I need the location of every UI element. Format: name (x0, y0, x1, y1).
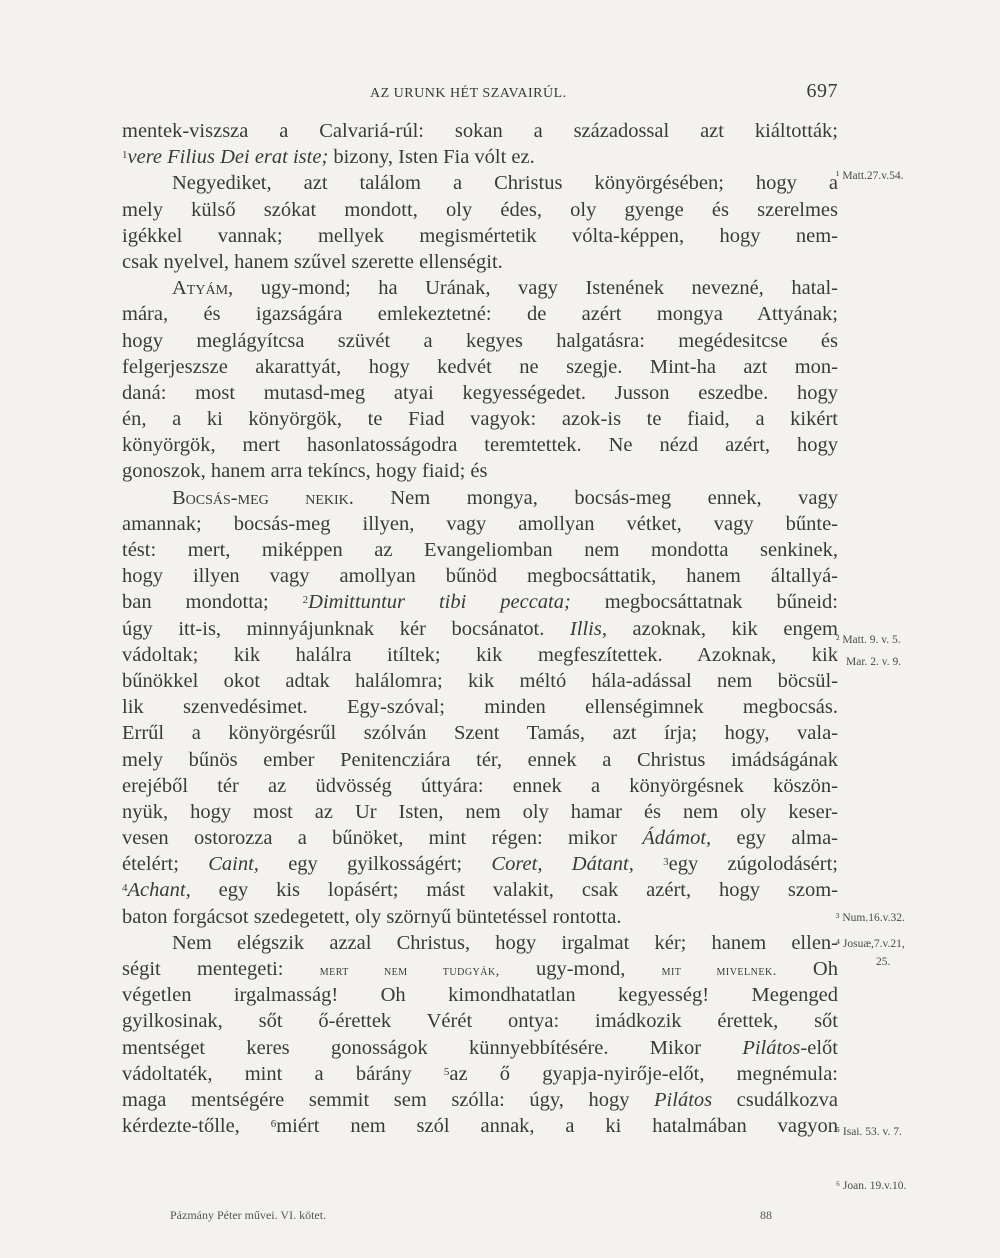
text-line: mentséget keres gonosságok künnyebbítésére. Mikor Pilátos-előt (122, 1036, 838, 1059)
text-line: úgy itt-is, minnyájunknak kér bocsánatot. Illis, azoknak, kik engem (122, 617, 838, 640)
text-line: mára, és igazságára emlekeztetné: de azért mongya Attyának; (122, 303, 838, 326)
text-line: ban mondotta; $^2$Dimittuntur tibi peccata; megbocsáttatnak bűneid: (122, 591, 838, 614)
text-line: maga mentségére semmit sem szólla: úgy, hogy Pilátos csudálkozva (122, 1088, 838, 1111)
text-line: amannak; bocsás-meg illyen, vagy amollyan vétket, vagy bűnte- (122, 512, 838, 535)
text-line: $^1$vere Filius Dei erat iste; bizony, Isten Fia vólt ez. (122, 146, 535, 169)
text-line: könyörgök, mert hasonlatosságodra teremtettek. Ne nézd azért, hogy (122, 434, 838, 457)
margin-note: ⁶ Joan. 19.v.10. (836, 1180, 907, 1192)
text-line: igékkel vannak; mellyek megismértetik vólta-képpen, hogy nem- (122, 224, 838, 247)
running-title: AZ URUNK HÉT SZAVAIRÚL. (370, 86, 567, 101)
text-line: gyilkosinak, sőt ő-érettek Vérét ontya: imádkozik érettek, sőt (122, 1010, 838, 1033)
text-line: csak nyelvel, hanem szűvel szerette ellenségit. (122, 250, 503, 273)
text-line: felgerjeszsze akarattyát, hogy kedvét ne szegje. Mint-ha azt mon- (122, 355, 838, 378)
footer-signature: Pázmány Péter művei. VI. kötet. (170, 1208, 327, 1222)
footer-sheet-number: 88 (760, 1208, 772, 1222)
text-line: tést: mert, miképpen az Evangeliomban nem mondotta senkinek, (122, 539, 838, 561)
text-line: bűnökkel okot adtak halálomra; kik méltó hála-adással nem böcsül- (122, 669, 838, 692)
margin-note: 25. (876, 956, 891, 968)
text-line: ségit mentegeti: mert nem tudgyák, ugy-mond, mit mivelnek. Oh (122, 958, 838, 980)
page-footer (170, 1208, 830, 1228)
margin-note: ⁵ Isai. 53. v. 7. (836, 1126, 902, 1138)
text-line: vesen ostorozza a bűnöket, mint régen: mikor Ádámot, egy alma- (122, 827, 838, 850)
text-line: hogy meglágyítcsa szüvét a kegyes halgatásra: megédesitcse és (122, 329, 838, 352)
text-line: mentek-viszsza a Calvariá-rúl: sokan a századossal azt kiáltották; (122, 120, 838, 142)
text-line: Negyediket, azt találom a Christus könyörgésében; hogy a (172, 172, 838, 195)
margin-note: ¹ Matt.27.v.54. (836, 170, 904, 182)
text-line: daná: most mutasd-meg atyai kegyességedet. Jusson eszedbe. hogy (122, 381, 838, 404)
text-line: vádoltak; kik halálra itíltek; kik megfeszítettek. Azoknak, kik (122, 643, 838, 666)
text-line: erejéből tér az üdvösség úttyára: ennek a könyörgésnek köszön- (122, 774, 838, 797)
margin-note: ³ Num.16.v.32. (836, 912, 905, 924)
text-line: $^4$Achant, egy kis lopásért; mást valakit, csak azért, hogy szom- (122, 879, 838, 902)
running-header (122, 80, 838, 110)
text-line: én, a ki könyörgök, te Fiad vagyok: azok-is te fiaid, a kikért (122, 408, 838, 431)
margin-note: ⁴ Josuæ,7.v.21, (836, 938, 905, 950)
text-line: mely külső szókat mondott, oly édes, oly gyenge és szerelmes (122, 198, 838, 221)
text-line: vádoltaték, mint a bárány $^5$az ő gyapja-nyirője-előt, megnémula: (122, 1062, 838, 1085)
text-line: Errűl a könyörgésrűl szólván Szent Tamás, azt írja; hogy, vala- (122, 722, 838, 745)
text-line: nyük, hogy most az Ur Isten, nem oly hamar és nem oly keser- (122, 800, 838, 823)
text-line: Atyám, ugy-mond; ha Urának, vagy Istenének nevezné, hatal- (172, 277, 838, 300)
text-line: Bocsás-meg nekik. Nem mongya, bocsás-meg ennek, vagy (172, 486, 838, 509)
text-line: mely bűnös ember Penitencziára tér, ennek a Christus imádságának (122, 748, 838, 771)
text-line: Nem elégszik azzal Christus, hogy irgalmat kér; hanem ellen- (172, 931, 838, 954)
text-line: hogy illyen vagy amollyan bűnöd megbocsáttatik, hanem általlyá- (122, 565, 838, 588)
text-line: gonoszok, hanem arra tekíncs, hogy fiaid; és (122, 460, 488, 483)
margin-note: Mar. 2. v. 9. (846, 656, 902, 668)
text-line: baton forgácsot szedegetett, oly szörnyű büntetéssel rontotta. (122, 905, 622, 928)
body-text (122, 118, 838, 1139)
text-line: végetlen irgalmasság! Oh kimondhatatlan kegyesség! Megenged (122, 984, 838, 1007)
text-line: ételért; Caint, egy gyilkosságért; Coret, Dátant, $^3$egy zúgolodásért; (122, 853, 838, 876)
text-line: kérdezte-tőlle, $^6$miért nem szól annak, a ki hatalmában vagyon (122, 1115, 838, 1138)
page-number: 697 (806, 80, 838, 102)
text-line: lik szenvedésimet. Egy-szóval; minden ellenségimnek megbocsás. (122, 696, 838, 719)
margin-note: ² Matt. 9. v. 5. (836, 634, 901, 646)
